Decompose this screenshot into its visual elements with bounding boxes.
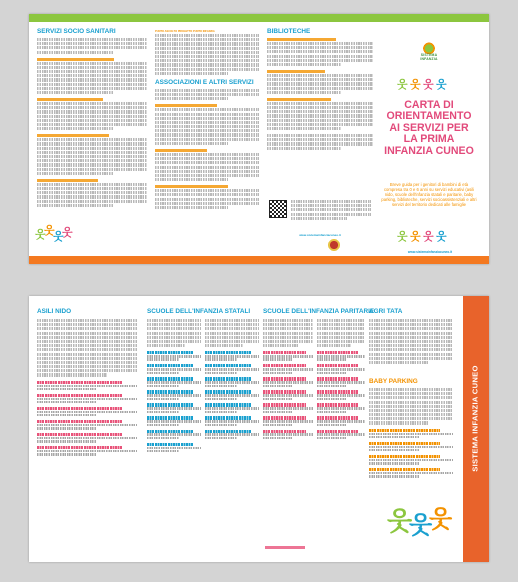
list-item (205, 364, 259, 374)
children-illustration: 웃 웃 웃 웃 (35, 225, 72, 243)
list-item (263, 351, 313, 361)
logo-sistema-infanzia (407, 40, 451, 62)
list-item (317, 416, 365, 426)
text-block (155, 153, 259, 181)
intro-text (147, 319, 201, 347)
top-green-bar (29, 14, 489, 22)
subheading-bar (267, 98, 331, 101)
section-title-scuole-paritarie: SCUOLE DELL'INFANZIA PARITARIE (263, 308, 375, 315)
subheading-bar (267, 38, 336, 41)
text-block (267, 102, 373, 130)
list-item (147, 390, 201, 400)
column-associazioni (155, 28, 259, 213)
intro-text (263, 319, 313, 347)
column-biblioteche (267, 28, 373, 154)
text-block (37, 138, 147, 175)
list-item (205, 351, 259, 361)
text-block (37, 102, 147, 130)
baby-parking-text (369, 388, 453, 425)
column-asili-nido (37, 319, 137, 459)
subheading-bar (155, 185, 228, 188)
list-item (317, 364, 365, 374)
text-block (267, 74, 373, 94)
subheading-bar (37, 58, 114, 61)
section-title-agri-tata: AGRI TATA (369, 308, 403, 315)
list-item (147, 416, 201, 426)
list-item (147, 364, 201, 374)
list-item (263, 377, 313, 387)
side-band-label: SISTEMA INFANZIA CUNEO (470, 365, 480, 472)
list-item (147, 351, 201, 361)
subheading-bar (155, 149, 207, 152)
subheading-punto-ascolto: PUNTO ASCOLTO PROGETTO PUNTO INFANZIA (155, 30, 215, 33)
list-item (317, 403, 365, 413)
column-statali-a (147, 319, 201, 456)
logo-icon (421, 40, 437, 54)
list-item (147, 403, 201, 413)
qr-caption (291, 200, 371, 221)
section-title-associazioni: ASSOCIAZIONI E ALTRI SERVIZI (155, 78, 254, 86)
children-row-bottom: 웃 웃 웃 웃 (397, 231, 446, 243)
section-title-servizi-socio-sanitari: SERVIZI SOCIO SANITARI (37, 28, 116, 35)
list-item (37, 420, 137, 430)
agri-tata-text (369, 319, 453, 364)
list-item (317, 351, 365, 361)
list-item (263, 403, 313, 413)
qr-code (269, 200, 287, 218)
subheading-bar (37, 134, 109, 137)
subheading-bar (267, 70, 325, 73)
section-title-scuole-statali: SCUOLE DELL'INFANZIA STATALI (147, 308, 251, 315)
section-title-baby-parking: BABY PARKING (369, 377, 418, 385)
website-link[interactable]: www.sistemainfanziacuneo.it (407, 250, 453, 254)
list-item (205, 430, 259, 440)
text-block (155, 34, 259, 75)
column-servizi-socio-sanitari (37, 28, 147, 211)
brochure-subtitle: Breve guida per i genitori di bambini di età compresa tra 0 e 6 anni su servizi educativi (asili nido, scuole dell'infanzia statali e paritarie, baby parking, biblioteche, servizi socioassistenziali e altri servizi del territorio dedicati alle famiglie (381, 182, 477, 207)
text-block (37, 183, 147, 207)
list-item (205, 377, 259, 387)
text-block (267, 42, 373, 66)
bottom-orange-bar (29, 256, 489, 264)
list-item (205, 390, 259, 400)
list-item (263, 390, 313, 400)
subheading-bar (155, 104, 217, 107)
section-title-asili-nido: ASILI NIDO (37, 308, 72, 315)
list-item (263, 416, 313, 426)
text-block (155, 89, 259, 100)
children-row-top: 웃 웃 웃 웃 (397, 79, 446, 91)
intro-text (205, 319, 259, 347)
list-item (147, 430, 201, 440)
column-agri-tata (369, 319, 453, 481)
list-item (317, 377, 365, 387)
text-block (37, 38, 147, 54)
intro-text (317, 319, 365, 347)
list-item (317, 390, 365, 400)
text-block (267, 134, 373, 150)
brochure-outer-side (29, 14, 489, 264)
list-item (263, 430, 313, 440)
website-link[interactable]: www.sistemainfanziacuneo.it (299, 233, 341, 237)
list-item (263, 364, 313, 374)
brochure-title: CARTA DI ORIENTAMENTO AI SERVIZI PER LA PRIMA INFANZIA CUNEO (384, 99, 474, 157)
column-paritarie-b (317, 319, 365, 443)
intro-text (37, 319, 137, 377)
section-title-biblioteche: BIBLIOTECHE (267, 28, 311, 35)
list-item (369, 442, 453, 452)
list-item (37, 394, 137, 404)
list-item (369, 429, 453, 439)
children-illustration: 웃 웃 웃 (387, 506, 452, 539)
logo-text-line1: SISTEMA (420, 53, 438, 57)
list-item (147, 443, 201, 453)
text-block (37, 62, 147, 94)
text-block (155, 108, 259, 145)
list-item (37, 381, 137, 391)
logo-text-line2: INFANZIA (420, 56, 438, 61)
list-item (317, 430, 365, 440)
list-item (37, 446, 137, 456)
list-item (147, 377, 201, 387)
text-block (155, 189, 259, 209)
column-statali-b (205, 319, 259, 443)
list-item (205, 416, 259, 426)
list-item (37, 433, 137, 443)
subheading-bar (37, 179, 98, 182)
column-paritarie-a (263, 319, 313, 443)
brochure-inner-side (29, 296, 489, 562)
subheading-bar (37, 98, 103, 101)
list-item (369, 455, 453, 465)
list-item (37, 407, 137, 417)
city-crest-icon (327, 238, 341, 252)
footnote-mark (265, 546, 305, 549)
list-item (205, 403, 259, 413)
